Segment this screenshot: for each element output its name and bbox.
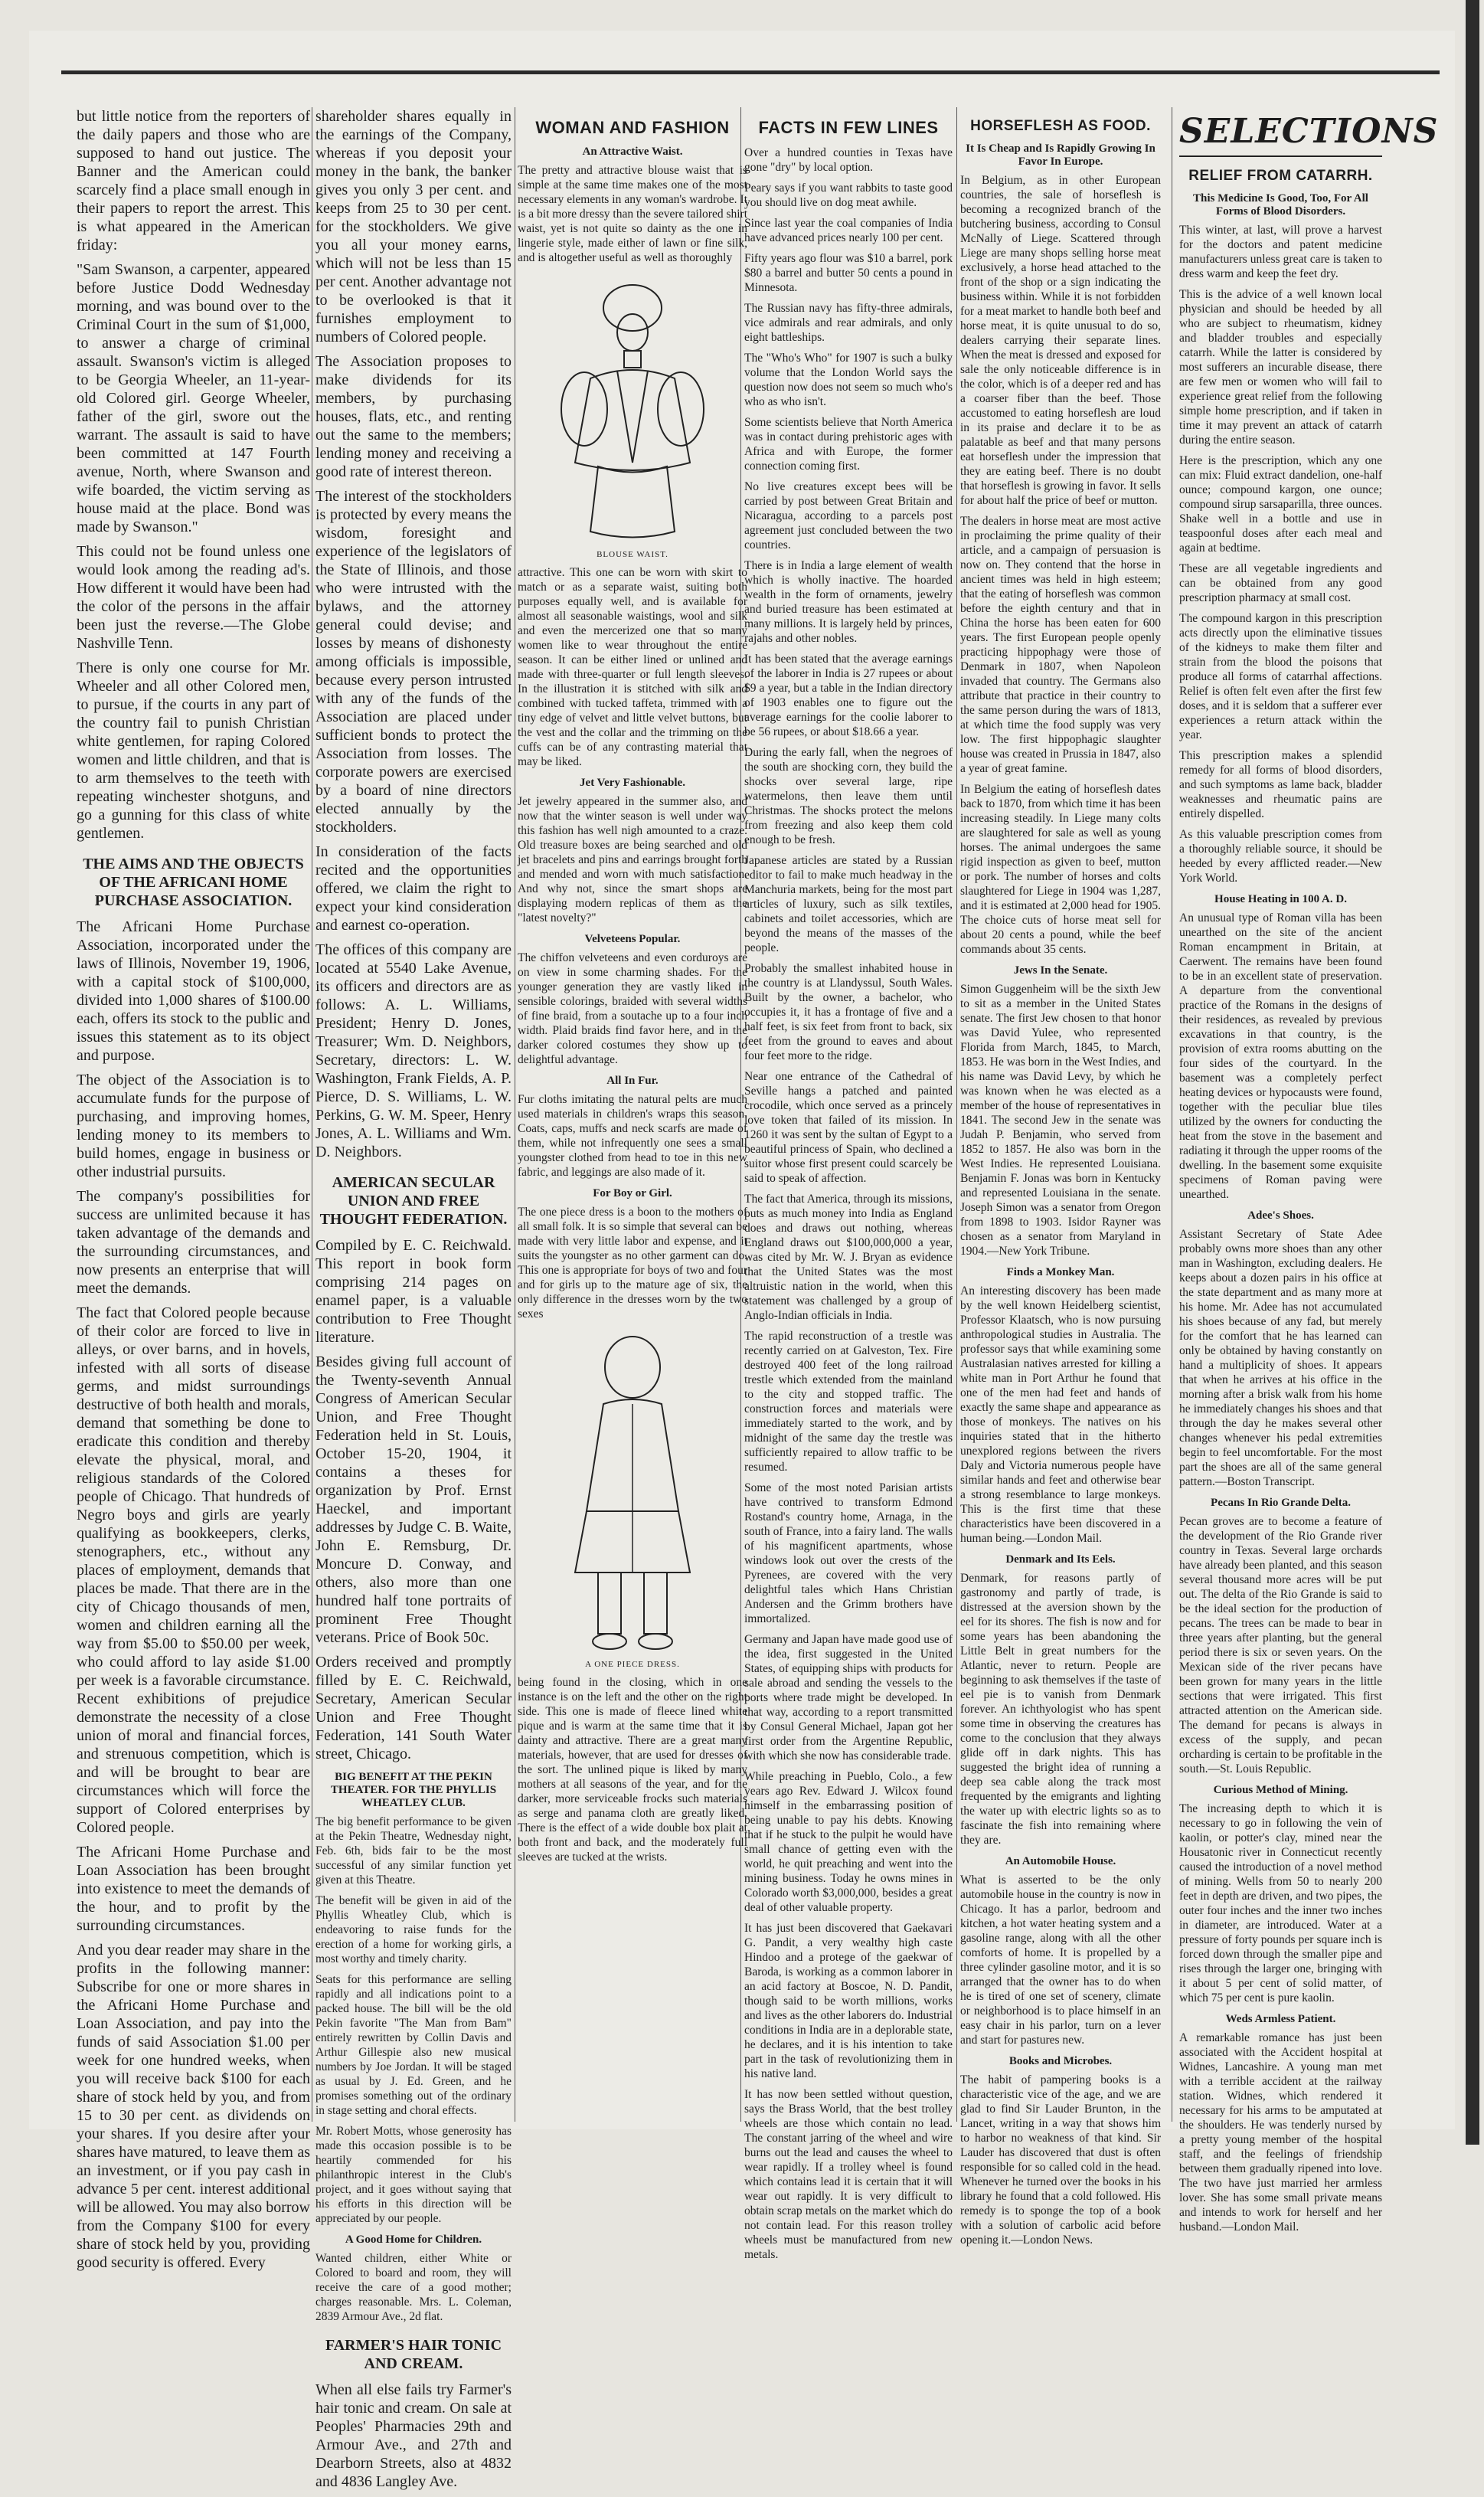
article-subhead: It Is Cheap and Is Rapidly Growing In Favor In Europe. [966,142,1155,168]
paragraph: Near one entrance of the Cathedral of Seville hangs a patched and painted crocodile, which once served as a princely love token that failed of its mission. In 1260 it was sent by the sultan of Egypt to a beautiful princess of Spain, who declined a suitor whose first present could scarcely be said to speak of affection. [744,1070,953,1185]
paragraph: Orders received and promptly filled by E. C. Reichwald, Secretary, American Secular Union and Free Thought Federation, 141 South Water street, Chicago. [315,1654,512,1762]
paragraph: The chiffon velveteens and even corduroys are on view in some charming shades. For the younger generation they are vastly liked in sensible colorings, braided with several widths of fine braid, from a soutache up to a four inch width. Plaid braids find favor here, and in the darker colored costumes they show up to delightful advantage. [518,951,747,1066]
article-headline: An Attractive Waist. [582,146,683,158]
paragraph: When all else fails try Farmer's hair tonic and cream. On sale at Peoples' Pharmacies 29th and Armour Ave., and 27th and Dearborn Streets, also at 4832 and 4836 Langley Ave. [315,2381,512,2490]
section-title: HORSEFLESH AS FOOD. [970,118,1151,134]
article-headline: Denmark and Its Eels. [1005,1553,1116,1566]
paragraph: It has just been discovered that Gaekavari G. Pandit, a very wealthy high caste Hindoo and a protege of the gaekwar of Baroda, is working as a common laborer in an acid factory at Boscoe, N. D. Pandit, though said to be worth millions, works and lives as the other laborers do. Industrial conditions in India are in a deplorable state, he declares, and it is his intention to take part in the task of revolutionizing them in his native land. [744,1922,953,2080]
article-headline: House Heating in 100 A. D. [1214,893,1347,905]
paragraph: The fact that America, through its missions, puts as much money into India as England does and draws out nothing, whereas England draws out $100,000,000 a year, was cited by Mr. W. J. Bryan as evidence that the United States was the most altruistic nation in the world, when this statement was challenged by a group of Anglo-Indian officials in India. [744,1193,953,1322]
paragraph: "Sam Swanson, a carpenter, appeared before Justice Dodd Wednesday morning, and was bound over to the Criminal Court in the sum of $1,000, to answer a charge of criminal assault. Swanson's victim is alleged to be Georgia Wheeler, an 11-year-old Colored girl. George Wheeler, father of the girl, swore out the warrant. The assault is said to have been committed at 147 Fourth avenue, North, where Swanson and wife boarded, the victim serving as house maid at the place. Bond was made by Swanson." [77,261,310,535]
paragraph: Fur cloths imitating the natural pelts are much used materials in children's wraps this season. Coats, caps, muffs and neck scarfs are made of them, while not infrequently one sees a small youngster clothed from head to toe in this new fabric, and leggings are also made of it. [518,1093,747,1179]
article-headline: Adee's Shoes. [1247,1209,1314,1222]
column-5 [960,107,1161,2253]
paragraph: It has now been settled without question, says the Brass World, that the best trolley wheels are those which contain no lead. The constant jarring of the wheel and wire burns out the lead and causes the wheel to wear rapidly. If a trolley wheel is found which contains lead it is certain that it will wear out rapidly. It is very difficult to obtain scrap metals on the market which do not contain lead. For this reason trolley wheels must be manufactured from new metals. [744,2088,953,2261]
column-rule [956,107,957,2122]
paragraph: Since last year the coal companies of India have advanced prices nearly 100 per cent. [744,217,953,244]
paragraph: Fifty years ago flour was $10 a barrel, pork $80 a barrel and butter 50 cents a pound in Minnesota. [744,252,953,294]
column-3 [518,107,747,1870]
paragraph: The increasing depth to which it is necessary to go in following the vein of kaolin, or potter's clay, mined near the Housatonic river in Connecticut recently caused the introduction of a novel method of mining. Wells from 50 to nearly 200 feet in depth are driven, and two pipes, the outer four inches and the inner two inches in diameter, are introduced. Water at a pressure of forty pounds per square inch is forced down through the smaller pipe and rises through the larger one, bringing with it about 5 per cent of solid matter, of which 75 per cent is pure kaolin. [1179,1802,1382,2004]
paragraph: Jet jewelry appeared in the summer also, and now that the winter season is well under way this fashion has well nigh amounted to a craze. Old treasure boxes are being searched and old jet bracelets and pins and earrings brought forth and mended and worn with much satisfaction. And why not, since the smart shops are displaying modern replicas of them as the "latest novelty?" [518,795,747,925]
article-headline: An Automobile House. [1005,1855,1116,1867]
paragraph: Probably the smallest inhabited house in the country is at Llandyssul, South Wales. Built by the owner, a bachelor, who occupies it, it has a frontage of five and a half feet, is six feet from front to back, six feet from the ground to eaves and about four feet more to the ridge. [744,962,953,1062]
paragraph: In Belgium the eating of horseflesh dates back to 1870, from which time it has been increasing steadily. In Liege many colts are slaughtered for sale as well as young horses. The animal undergoes the same rigid inspection as given to beef, mutton or pork. The number of horses and colts slaughtered for Liege in 1904 was 1,287, and it is estimated at 2,000 head for 1905. The choice cuts of horse meat sell for about 20 cents a pound, while the beef commands about 35 cents. [960,783,1161,956]
article-subhead: This Medicine Is Good, Too, For All Forms of Blood Disorders. [1193,192,1368,218]
paragraph: There is in India a large element of wealth which is wholly inactive. The hoarded wealth in the form of ornaments, jewelry and buried treasure has been estimated at many millions. It is largely held by princes, rajahs and other nobles. [744,559,953,645]
paragraph: The "Who's Who" for 1907 is such a bulky volume that the London World says the question now does not seem so much who's who as who isn't. [744,352,953,408]
paragraph: This winter, at last, will prove a harvest for the doctors and patent medicine manufacturers unless great care is taken to dress warm and keep the feet dry. [1179,224,1382,280]
article-headline: Curious Method of Mining. [1213,1784,1348,1796]
paragraph: Simon Guggenheim will be the sixth Jew to sit as a member in the United States senate. The first Jew chosen to that honor was David Yulee, who represented Florida from March, 1845, to March, 1853. He was born in the West Indies, and his name was David Levy, by which he was known when he was elected as a member of the house of representatives in 1841. The second Jew in the senate was Judah P. Benjamin, who served from 1852 to 1857. He also was born in the West Indies. He represented Louisiana. Benjamin F. Jonas was born in Kentucky and represented Louisiana in the senate. Joseph Simon was a senator from Oregon from 1898 to 1903. Isidor Rayner was chosen as a senator from Maryland in 1904.—New York Tribune. [960,983,1161,1258]
paragraph: There is only one course for Mr. Wheeler and all other Colored men, to pursue, if the courts in any part of the country fail to punish Christian white gentlemen, for raping Colored women and little children, and that is to arm themselves to the teeth with repeating winchester shotguns, and go a gunning for this class of white gentlemen. [77,659,310,842]
paragraph: And you dear reader may share in the profits in the following manner: Subscribe for one or more shares in the Africani Home Purchase and Loan Association, and pay into the funds of said Association $1.00 per week for one hundred weeks, when you will receive back $100 for each share of stock held by you, and from 15 to 30 per cent. as dividends on your shares. If you desire after your shares have matured, to leave them as an investment, or if you pay cash in advance 5 per cent. interest additional will be allowed. You may also borrow from the Company $100 for every share of stock held by you, providing good security is offered. Every [77,1942,310,2271]
paragraph: This is the advice of a well known local physician and should be heeded by all who are subject to rheumatism, kidney and bladder troubles and especially catarrh. While the latter is considered by most sufferers an incurable disease, there are few men or women who will fail to experience great relief from the following simple home prescription, and if taken in time it may prevent an attack of catarrh during the entire season. [1179,288,1382,447]
paragraph: The company's possibilities for success are unlimited because it has taken advantage of the demands and the surrounding circumstances, and now presents an enterprise that will meet the demands. [77,1188,310,1297]
paragraph: The habit of pampering books is a characteristic vice of the age, and we are glad to find Sir Lauder Brunton, in the Lancet, writing in a way that shows him to harbor no weakness of that kind. Sir Lauder has discovered that dust is often responsible for so called cold in the head. Whenever he turned over the books in his library he found that a cold followed. His remedy is to sponge the top of a book with a solution of carbolic acid before opening it.—London News. [960,2073,1161,2247]
paragraph: During the early fall, when the negroes of the south are shocking corn, they build the shocks over several large, ripe watermelons, then leave them until Christmas. The shocks protect the melons from freezing and also keep them cold enough to be fresh. [744,746,953,846]
paragraph: In Belgium, as in other European countries, the sale of horseflesh is becoming a recognized branch of the butchering business, according to Consul McNally of Liege. Scattered through Liege are many shops selling horse meat exclusively, a horse head attached to the front of the shop or a sign indicating the business within. While it is not forbidden for a meat market to handle both beef and horse meat, it is quite unusual to do so, dealers carrying their separate lines. When the meat is dressed and exposed for sale the only noticeable difference is in the color, which is of a deeper red and has a coarser fiber than the beef. Those accustomed to eating horseflesh are loud in its praise and declare it to be as palatable as beef and that many persons eat horseflesh under the impression that they are eating beef. There is no doubt that horseflesh is growing in favor. It sells for about half the price of beef or mutton. [960,174,1161,507]
article-headline: Jews In the Senate. [1013,964,1108,977]
paragraph: The benefit will be given in aid of the Phyllis Wheatley Club, which is endeavoring to raise funds for the erection of a home for working girls, a most worthy and timely charity. [315,1894,512,1965]
section-title: WOMAN AND FASHION [535,118,730,137]
paragraph: It has been stated that the average earnings of the laborer in India is 27 rupees or about $9 a year, but a table in the Indian directory of 1903 enables one to figure out the average earnings for the coolie laborer to be 56 rupees, or about $18.66 a year. [744,653,953,738]
paragraph: No live creatures except bees will be carried by post between Great Britain and Nicaragua, according to a parcels post agreement just concluded between the two countries. [744,480,953,551]
column-6 [1179,107,1439,2240]
paragraph: Some scientists believe that North America was in contact during prehistoric ages with Africa and with Europe, the former connection coming first. [744,416,953,473]
article-headline: For Boy or Girl. [593,1187,672,1199]
paragraph: The offices of this company are located at 5540 Lake Avenue, its officers and directors are as follows: A. L. Williams, President; Henry D. Jones, Treasurer; Wm. D. Neighbors, Secretary, directors: L. W. Washington, Frank Fields, A. P. Pierce, D. S. Williams, L. W. Perkins, G. W. M. Speer, Henry Jones, A. L. Williams and Wm. D. Neighbors. [315,941,512,1160]
paragraph: In consideration of the facts recited and the opportunities offered, we claim the right to expect your kind consideration and earnest co-operation. [315,843,512,934]
paragraph: The Africani Home Purchase and Loan Association has been brought into existence to meet the demands of the hour, and to profit by the surrounding circumstances. [77,1844,310,1934]
section-title: FACTS IN FEW LINES [758,118,939,137]
paragraph: Assistant Secretary of State Adee probably owns more shoes than any other man in Washington, excluding dealers. He keeps about a dozen pairs in his office at the state department and as many more at his home. Mr. Adee has not accumulated his shoes because of any fad, but merely for the comfort that he has learned can only be obtained by having constantly on hand a multiplicity of shoes. It appears that when he arrives at his office in the morning after a brisk walk from his home he immediately changes his shoes and that through the day he makes several other changes whenever his pedal extremities begin to feel uncomfortable. For the most part the shoes are all of the same general pattern.—Boston Transcript. [1179,1228,1382,1488]
paragraph: Compiled by E. C. Reichwald. This report in book form comprising 214 pages on enamel paper, is a valuable contribution to Free Thought literature. [315,1237,512,1346]
paragraph: The object of the Association is to accumulate funds for the purpose of purchasing, and improving homes, lending money to its members to build homes, engage in business or other industrial pursuits. [77,1072,310,1180]
illustration-caption: BLOUSE WAIST. [597,550,668,559]
article-headline: THE AIMS AND THE OBJECTS OF THE AFRICANI HOME PURCHASE ASSOCIATION. [83,856,304,909]
paragraph: Some of the most noted Parisian artists have contrived to transform Edmond Rostand's country home, Arnaga, in the south of France, into a fairy land. The walls of his magnificent apartments, whose windows look out over the crests of the Pyrenees, are covered with the very delightful tales which Hans Christian Andersen and the Grimm brothers have immortalized. [744,1481,953,1625]
paragraph: The fact that Colored people because of their color are forced to live in alleys, or over barns, and in hovels, infested with all sorts of disease germs, and midst surroundings destructive of both health and morals, demand that something be done to eradicate this condition and thereby elevate the physical, moral, and religious standards of the Colored people of Chicago. That hundreds of Negro boys and girls are yearly qualifying as bookkeepers, clerks, stenographers, etc., without any places of employment, demands that places be made. That there are in the city of Chicago thousands of men, women and children earning all the way from $5.00 to $50.00 per week, who could afford to lay aside $1.00 per week is a favorable circumstance. Recent exhibitions of prejudice demonstrate the necessity of a close union of moral and financial forces, and strenuous competition, which is and will be brought to bear are circumstances which will force the support of Colored enterprises by Colored people. [77,1304,310,1836]
paragraph: The compound kargon in this prescription acts directly upon the eliminative tissues of the kidneys to make them filter and strain from the blood the poisons that produce all forms of catarrhal affections. Relief is often felt even after the first few doses, and it is seldom that a sufferer ever experiences a return attack within the year. [1179,612,1382,741]
top-rule [61,70,1440,74]
article-headline: All In Fur. [606,1075,659,1087]
paragraph: The rapid reconstruction of a trestle was recently carried on at Galveston, Tex. Fire destroyed 400 feet of the long railroad trestle which extended from the mainland to the city and stopped traffic. The construction forces and materials were immediately started to the work, and by midnight of the same day the trestle was sufficiently repaired to allow traffic to be resumed. [744,1330,953,1474]
paragraph: Denmark, for reasons partly of gastronomy and partly of trade, is distressed at the aversion shown by the eel for its shores. The fish is now and for some years has been abandoning the Little Belt in great numbers for the Atlantic, never to return. People are beginning to ask themselves if the taste of eel pie is to vanish from Denmark forever. An ichthyologist who has spent some time in observing the creatures has come to the conclusion that they always glide off in dark nights. This has suggested the bright idea of running a deep sea cable along the track most frequented by the emigrants and lighting the water up with electric lights so as to fascinate the fish into remaining where they are. [960,1572,1161,1847]
paragraph: As this valuable prescription comes from a thoroughly reliable source, it should be heeded by every afflicted reader.—New York World. [1179,828,1382,885]
article-headline: FARMER'S HAIR TONIC AND CREAM. [325,2337,502,2372]
paragraph: This prescription makes a splendid remedy for all forms of blood disorders, and such symptoms as lame back, bladder weaknesses and rheumatic pains are entirely dispelled. [1179,749,1382,820]
paragraph: The interest of the stockholders is protected by every means the wisdom, foresight and experience of the legislators of the State of Illinois, and those who were intrusted with the bylaws, and the attorney general could devise; and losses by means of dishonesty among officials is impossible, because every person intrusted with any of the funds of the Association are placed under sufficient bonds to protect the Association from losses. The corporate powers are exercised by a board of nine directors elected annually by the stockholders. [315,488,512,836]
paragraph: While preaching in Pueblo, Colo., a few years ago Rev. Edward J. Wilcox found himself in the embarrassing position of being unable to pay his debts. Knowing that if he stuck to the pulpit he would have small chance of getting even with the world, he quit preaching and went into the mining business. Today he owns mines in Colorado worth $3,000,000, besides a great deal of other valuable property. [744,1770,953,1914]
paragraph: Mr. Robert Motts, whose generosity has made this occasion possible is to be heartily commended for his philanthropic interest in the Club's project, and it goes without saying that his efforts in this direction will be appreciated by our people. [315,2125,512,2225]
paragraph: What is asserted to be the only automobile house in the country is now in Chicago. It has a parlor, bedroom and kitchen, a hot water heating system and a gasoline range, along with all the other comforts of home. It is propelled by a three cylinder gasoline motor, and it is so arranged that the owner has to do when he is tired of one set of scenery, climate or neighborhood is to place himself in an easy chair in his parlor, turn on a lever and start for pastures new. [960,1874,1161,2047]
paragraph: being found in the closing, which in one instance is on the left and the other on the right side. This one is made of fleece lined white pique and is warm at the same time that it is dainty and attractive. There are a great many materials, however, that are used for dresses of the sort. The unlined pique is liked by many mothers at all seasons of the year, and for the darker, more serviceable frocks such materials as serge and panama cloth are greatly liked. There is the effect of a wide double box plait at both front and back, and the moderately full sleeves are tucked at the wrists. [518,1676,747,1864]
column-1 [77,107,310,2278]
paragraph: Wanted children, either White or Colored to board and room, they will receive the care of a good mother; charges reasonable. Mrs. L. Coleman, 2839 Armour Ave., 2d flat. [315,2252,512,2323]
paragraph: An unusual type of Roman villa has been unearthed on the site of the ancient Roman encampment in Britain, at Caerwent. The remains have been found to be in an excellent state of preservation. A departure from the conventional practice of the Romans in the designs of their residences, as revealed by previous excavations in that country, is the provision of extra rooms abutting on the four sides of the courtyard. In the basement was a completely perfect heating devices or hypocausts were found, together with the peculiar blue tiles utilized by the owners for conducting the heat from the stove in the basement and radiating it through the upper rooms of the dwelling. In the basement some exquisite specimens of Roman paving were unearthed. [1179,911,1382,1201]
column-2 [315,107,512,2497]
paragraph: but little notice from the reporters of the daily papers and those who are supposed to hand out justice. The Banner and the American could scarcely find a place small enough in their papers to report the arrest. This is what appeared in the American friday: [77,108,310,254]
paragraph: The dealers in horse meat are most active in proclaiming the prime quality of their article, and a campaign of persuasion is now on. They contend that the horse in ancient times was held in high esteem; that the eating of horseflesh was common before the eighth century and that in China the horse has been eaten for 600 years. The first European people openly practicing hippophagy were those of Denmark in 1807, when Napoleon invaded that country. The Germans also attribute that practice in their country to the same person during the wars of 1813, at which time the food supply was very low. The first hippophagic slaughter house was created in Prussia in 1847, also a year of great famine. [960,515,1161,775]
paragraph: Pecan groves are to become a feature of the development of the Rio Grande river country in Texas. Several large orchards have already been planted, and this season several thousand more acres will be put out. The delta of the Rio Grande is said to be the ideal section for the production of pecans. The trees can be made to bear in three years after planting, but the general period there is six or seven years. On the Mexican side of the river pecans have been grown for many years in the little sections that were irrigated. This first attracted attention on the American side. The demand for pecans is always in excess of the supply, and pecan orcharding is certain to be profitable in the south.—St. Louis Republic. [1179,1515,1382,1775]
paragraph: The pretty and attractive blouse waist that is simple at the same time makes one of the most necessary elements in any woman's wardrobe. It is a bit more dressy than the severe tailored shirt waist, yet is not quite so dainty as the one in lingerie style, made either of lawn or fine silk, and is altogether useful as well as thoroughly [518,164,748,264]
blouse-waist-illustration [544,271,721,547]
article-headline: Finds a Monkey Man. [1006,1266,1115,1278]
paragraph: An interesting discovery has been made by the well known Heidelberg scientist, Professor Klaatsch, who is now pursuing anthropological studies in Australia. The professor says that while examining some Australasian natives arrested for killing a white man in Port Arthur he found that one of the men had feet and hands of exactly the same shape and appearance as those of monkeys. The natives on his inquiries stated that in the hitherto unexplored regions between the rivers Daly and Victoria numerous people have similar hands and feet and otherwise bear a strong resemblance to large monkeys. This is the first time that these characteristics have been discovered in a human being.—London Mail. [960,1284,1161,1545]
article-headline: Velveteens Popular. [584,933,681,945]
article-headline: Books and Microbes. [1008,2055,1113,2067]
paragraph: Besides giving full account of the Twenty-seventh Annual Congress of American Secular Union, and Free Thought Federation held in St. Louis, October 15-20, 1904, it contains a theses for organization by Prof. Ernst Haeckel, and important addresses by Judge C. B. Waite, John E. Remsburg, Dr. Moncure D. Conway, and others, also more than one hundred half tone portraits of prominent Free Thought veterans. Price of Book 50c. [315,1353,512,1646]
paragraph: This could not be found unless one would look among the reading ad's. How different it would have been had the color of the persons in the affair been just the reverse.—The Globe Nashville Tenn. [77,543,310,652]
article-headline: BIG BENEFIT AT THE PEKIN THEATER. FOR THE PHYLLIS WHEATLEY CLUB. [330,1771,497,1809]
article-headline: Weds Armless Patient. [1225,2013,1336,2025]
paragraph: A remarkable romance has just been associated with the Accident hospital at Widnes, Lancashire. A young man met with a terrible accident at the railway station. Widnes, which rendered it necessary for his arms to be amputated at the shoulders. He was tenderly nursed by a pretty young member of the hospital staff, and the feelings of friendship between them gradually ripened into love. The two have just married her armless lover. She has some small private means and intends to work for herself and her husband.—London Mail. [1179,2031,1382,2234]
paragraph: Peary says if you want rabbits to taste good you should live on dog meat awhile. [744,182,953,209]
paragraph: attractive. This one can be worn with skirt to match or as a separate waist, suiting both purposes equally well, and is available for almost all seasonable waistings, wool and silk and even the mercerized one that so many women like to wear throughout the entire season. It can be either lined or unlined and made with three-quarter or full length sleeves. In the illustration it is stitched with silk and combined with tucked taffeta, trimmed with a tiny edge of velvet and little velvet buttons, but the vest and the collar and the trimming on the cuffs can be of any contrasting material that may be liked. [518,566,747,768]
one-piece-dress-illustration [556,1327,709,1657]
column-4 [744,107,953,2268]
paragraph: The Russian navy has fifty-three admirals, vice admirals and rear admirals, and only eight battleships. [744,302,953,344]
article-headline: Jet Very Fashionable. [580,777,685,789]
page-edge-shadow [1466,0,1479,2145]
illustration-caption: A ONE PIECE DRESS. [585,1660,680,1669]
paragraph: These are all vegetable ingredients and can be obtained from any good prescription pharmacy at small cost. [1179,562,1382,604]
paragraph: The one piece dress is a boon to the mothers of all small folk. It is so simple that several can be made with very little labor and expense, and it suits the youngster as no other garment can do. This one is appropriate for boys of two and four and for girls up to the mature age of six, the only difference in the dresses worn by the two sexes [518,1206,747,1320]
article-headline: A Good Home for Children. [345,2234,482,2246]
paragraph: Seats for this performance are selling rapidly and all indications point to a packed house. The bill will be the old Pekin favorite "The Man from Bam" entirely rewritten by Collin Davis and Arthur Gillespie also new musical numbers by Joe Jordan. It will be staged as usual by J. Ed. Green, and he promises something out of the ordinary in stage setting and choral effects. [315,1973,512,2117]
paragraph: The big benefit performance to be given at the Pekin Theatre, Wednesday night, Feb. 6th, bids fair to be the most successful of any similar function yet given at this Theatre. [315,1815,512,1887]
paragraph: shareholder shares equally in the earnings of the Company, whereas if you deposit your money in the bank, the banker gives you only 3 per cent. and keeps from 25 to 30 per cent. for the stockholders. We give you all your money earns, which will not be less than 15 per cent. Another advantage not to be overlooked is that it furnishes employment to numbers of Colored people. [315,108,512,345]
paragraph: The Association proposes to make dividends for its members, by purchasing houses, flats, etc., and renting out the same to the members; lending money and receiving a good rate of interest thereon. [315,353,512,480]
paragraph: Over a hundred counties in Texas have gone "dry" by local option. [744,146,953,174]
selections-masthead: SELECTIONS [1179,112,1382,157]
paragraph: The Africani Home Purchase Association, incorporated under the laws of Illinois, November 19, 1906, with a capital stock of $100,000, divided into 1,000 shares of $100.00 each, offers its stock to the public and issues this statement as to its object and purpose. [77,918,310,1064]
paragraph: Here is the prescription, which any one can mix: Fluid extract dandelion, one-half ounce; compound kargon, one ounce; compound sirup sarsaparilla, three ounces. Shake well in a bottle and use in teaspoonful doses after each meal and again at bedtime. [1179,454,1382,555]
article-headline: AMERICAN SECULAR UNION AND FREE THOUGHT FEDERATION. [319,1174,508,1228]
paragraph: Japanese articles are stated by a Russian editor to fail to make much headway in the Manchuria markets, being for the most part articles of luxury, such as silk textiles, cabinets and toilet accessories, which are beyond the means of the masses of the people. [744,854,953,954]
article-headline: Pecans In Rio Grande Delta. [1211,1497,1351,1509]
section-title: RELIEF FROM CATARRH. [1188,168,1373,184]
paragraph: Germany and Japan have made good use of the idea, first suggested in the United States, of equipping ships with products for sale abroad and sending the vessels to the ports where trade might be developed. In that way, according to a report transmitted by Consul General Michael, Japan got her first order from the Argentine Republic, with which she now has considerable trade. [744,1633,953,1762]
